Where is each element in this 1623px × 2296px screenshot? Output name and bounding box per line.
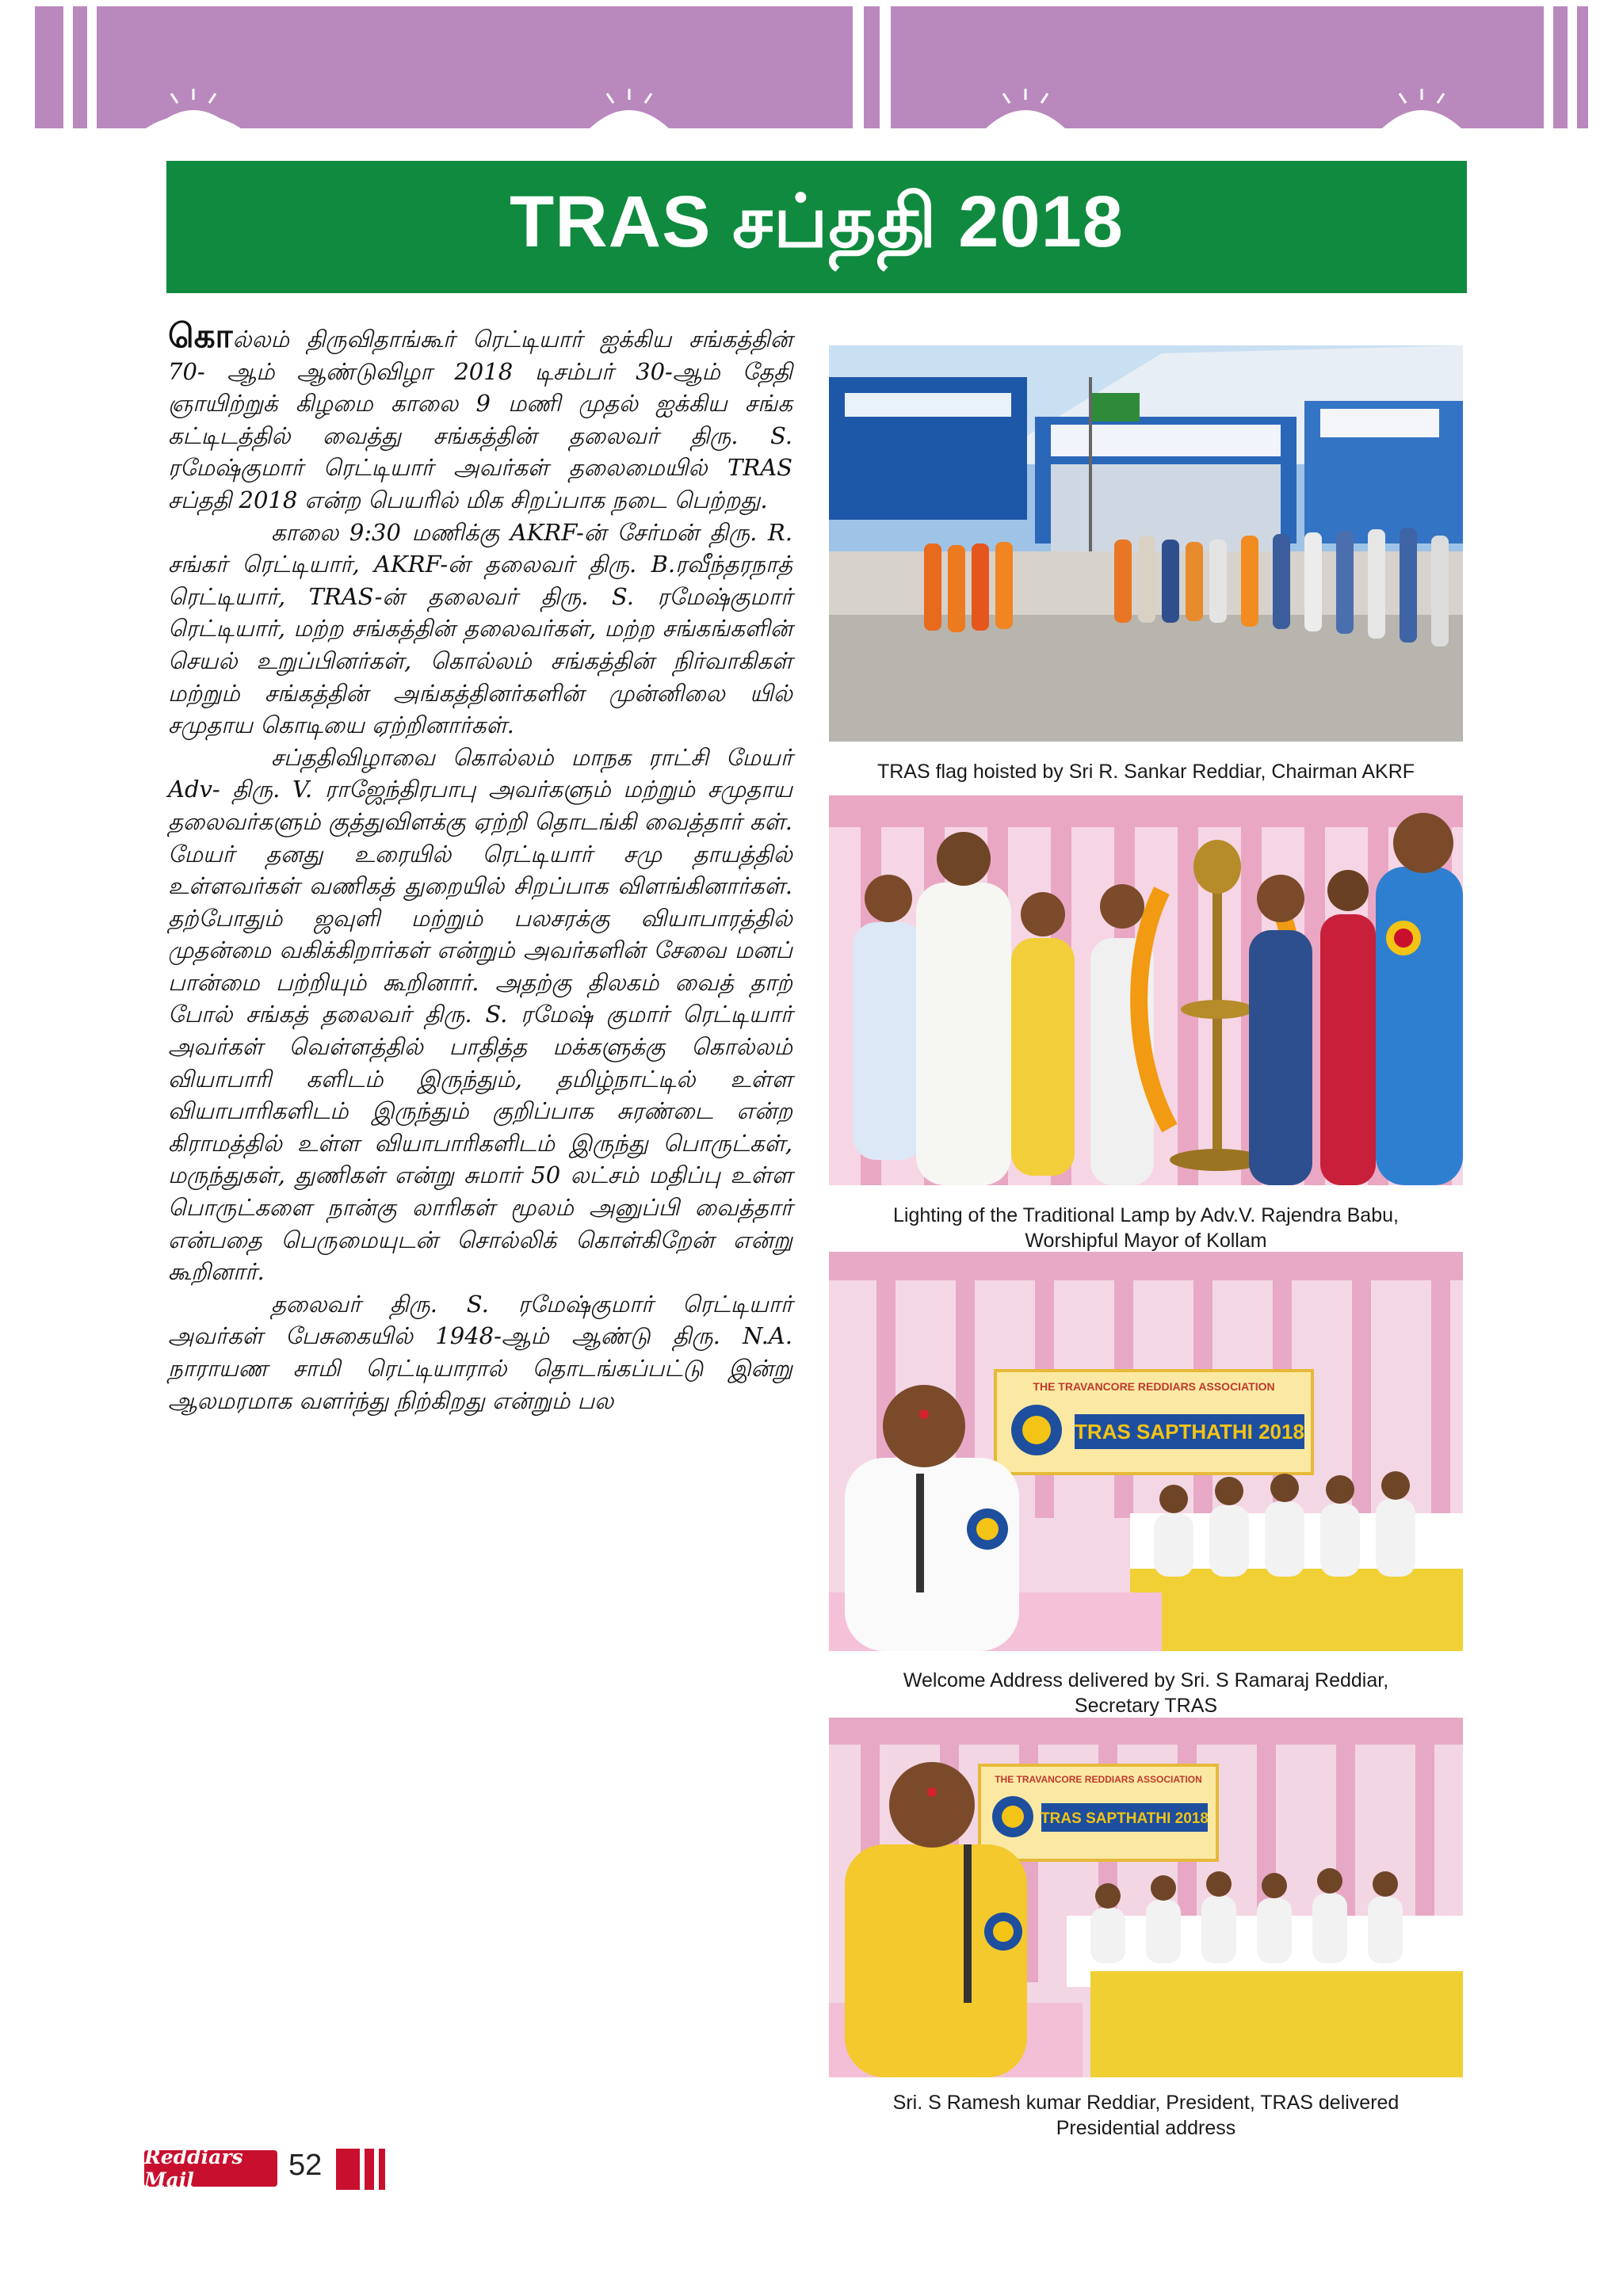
photo-presidential-address bbox=[829, 1718, 1463, 2077]
magazine-logo-text: Reddiars Mail bbox=[144, 2145, 243, 2191]
banner-heading-text-2: THE TRAVANCORE REDDIARS ASSOCIATION bbox=[995, 1774, 1202, 1785]
photo-lamp-lighting bbox=[829, 795, 1463, 1185]
banner-title-text: TRAS SAPTHATHI 2018 bbox=[1075, 1420, 1304, 1444]
page-number: 52 bbox=[288, 2149, 323, 2182]
paragraph-1-text: ல்லம் திருவிதாங்கூர் ரெட்டியார் ஐக்கிய சங்கத்தின் 70- ஆம் ஆண்டுவிழா 2018 டிசம்பர் 30-ஆம் தேதி ஞாயிற்றுக் கிழமை காலை 9 மணி முதல் ஐக்கிய சங்க கட்டிடத்தில் வைத்து சங்கத்தின் தலைவர் திரு. S. ரமேஷ்குமார் ரெட்டியார் அவர்கள் தலைமையில் TRAS சப்ததி 2018 என்ற பெயரில் மிக சிறப்பாக நடை பெற்றது. bbox=[168, 326, 792, 513]
banner-heading-text: THE TRAVANCORE REDDIARS ASSOCIATION bbox=[1033, 1380, 1275, 1393]
photo-welcome-address bbox=[829, 1252, 1463, 1651]
photo-caption-2: Lighting of the Traditional Lamp by Adv.V. Rajendra Babu, Worshipful Mayor of Kollam bbox=[893, 1204, 1399, 1252]
magazine-logo bbox=[144, 2145, 277, 2191]
banner-title-text-2: TRAS SAPTHATHI 2018 bbox=[1041, 1810, 1209, 1827]
drop-lead-letters: கொ bbox=[168, 316, 233, 355]
photo-caption-4: Sri. S Ramesh kumar Reddiar, President, TRAS delivered Presidential address bbox=[892, 2092, 1400, 2139]
photo-caption-1: TRAS flag hoisted by Sri R. Sankar Reddiar, Chairman AKRF bbox=[876, 761, 1415, 783]
article-paragraph-2: காலை 9:30 மணிக்கு AKRF-ன் சேர்மன் திரு. R. சங்கர் ரெட்டியார், AKRF-ன் தலைவர் திரு. B.ரவீந்தரநாத் ரெட்டியார், TRAS-ன் தலைவர் திரு. S. ரமேஷ்குமார் ரெட்டியார், மற்ற சங்கத்தின் தலைவர்கள், மற்ற சங்கங்களின் செயல் உறுப்பினர்கள், கொல்லம் சங்கத்தின் நிர்வாகிகள் மற்றும் சங்கத்தின் அங்கத்தினர்களின் முன்னிலை யில் சமுதாய கொடியை ஏற்றினார்கள். bbox=[168, 518, 792, 739]
photo-caption-3: Welcome Address delivered by Sri. S Ramaraj Reddiar, Secretary TRAS bbox=[903, 1669, 1389, 1717]
article-paragraph-4: தலைவர் திரு. S. ரமேஷ்குமார் ரெட்டியார் அவர்கள் பேசுகையில் 1948-ஆம் ஆண்டு திரு. N.A. நாராயண சாமி ரெட்டியாரால் தொடங்கப்பட்டு இன்று ஆலமரமாக வளர்ந்து நிற்கிறது என்றும் பல bbox=[168, 1290, 792, 1414]
page-title: TRAS சப்ததி 2018 bbox=[510, 181, 1124, 262]
top-decorative-band bbox=[35, 6, 1588, 128]
article-paragraph-1 bbox=[168, 316, 792, 517]
scalloped-border-decoration bbox=[35, 6, 1588, 128]
photo-flag-hoisting bbox=[829, 345, 1463, 742]
title-banner bbox=[166, 161, 1467, 293]
article-paragraph-3: சப்ததிவிழாவை கொல்லம் மாநக ராட்சி மேயர் Adv- திரு. V. ராஜேந்திரபாபு அவர்களும் மற்றும் சமுதாய தலைவர்களும் குத்துவிளக்கு ஏற்றி தொடங்கி வைத்தார் கள். மேயர் தனது உரையில் ரெட்டியார் சமு தாயத்தில் உள்ளவர்கள் வணிகத் துறையில் சிறப்பாக விளங்கினார்கள். தற்போதும் ஜவுளி மற்றும் பலசரக்கு வியாபாரத்தில் முதன்மை வகிக்கிறார்கள் என்றும் அவர்களின் சேவை மனப் பான்மை பற்றியும் கூறினார். அதற்கு திலகம் வைத் தாற் போல் சங்கத் தலைவர் திரு. S. ரமேஷ் குமார் ரெட்டியார் அவர்கள் வெள்ளத்தில் பாதித்த மக்களுக்கு கொல்லம் வியாபாரி களிடம் இருந்தும், தமிழ்நாட்டில் உள்ள வியாபாரிகளிடம் இருந்தும் குறிப்பாக சுரண்டை என்ற கிராமத்தில் உள்ள வியாபாரிகளிடம் இருந்து பொருட்கள், மருந்துகள், துணிகள் என்று சுமார் 50 லட்சம் மதிப்பு உள்ள பொருட்களை நான்கு லாரிகள் மூலம் அனுப்பி வைத்தார் என்பதை பெருமையுடன் சொல்லிக் கொள்கிறேன் என்று கூறினார். bbox=[168, 743, 792, 1286]
article-body bbox=[168, 316, 792, 1417]
